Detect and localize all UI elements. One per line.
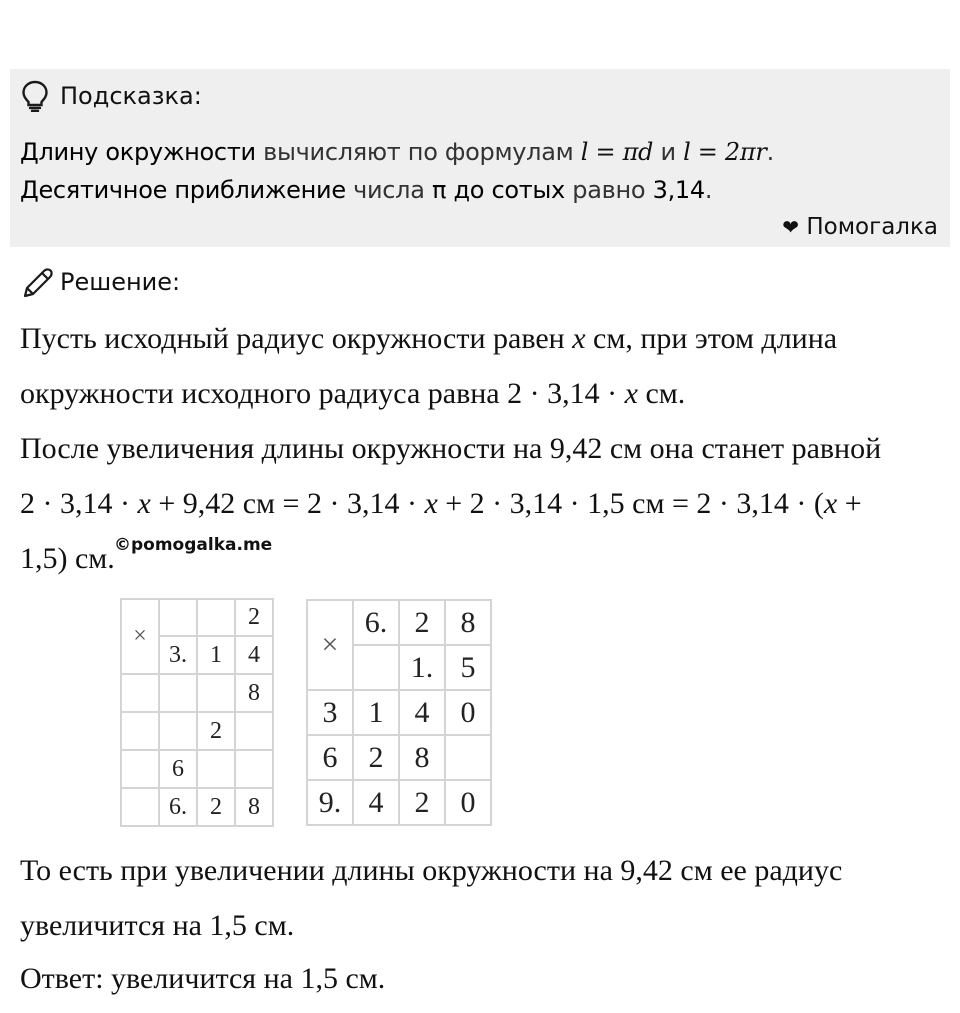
calc-cell: 5 [445, 645, 491, 690]
calc-cell [235, 712, 273, 750]
calc-cell: 4 [399, 690, 445, 735]
solution-line-7: увеличится на 1,5 см. [20, 909, 295, 942]
hint-text: и [653, 138, 684, 166]
calc-cell: 8 [399, 735, 445, 780]
solution-line-6: То есть при увеличении длины окружности на 9,42 см ее радиус [20, 854, 843, 887]
calc-cell: 2 [197, 788, 235, 826]
calc-cell [159, 674, 197, 712]
multiplication-table-1 [120, 598, 274, 827]
multiplication-table-2 [306, 599, 492, 826]
hint-term-approximation: Десятичное приближение [20, 176, 346, 204]
brand-label[interactable] [782, 214, 938, 240]
calc-cell [121, 750, 159, 788]
answer-line: Ответ: увеличится на 1,5 см. [20, 962, 386, 995]
calc-cell: 8 [235, 788, 273, 826]
calc-cell: 2 [399, 780, 445, 825]
calc-cell: 6 [307, 735, 353, 780]
times-sign: × [307, 600, 353, 690]
hint-pi-value: 3,14 [652, 176, 705, 204]
calc-cell [121, 712, 159, 750]
calc-cell [235, 750, 273, 788]
solution-title: Решение: [60, 268, 181, 296]
calc-cell: 6. [353, 600, 399, 645]
calc-cell: 1. [399, 645, 445, 690]
calc-cell [121, 674, 159, 712]
calc-cell [197, 750, 235, 788]
lightbulb-icon [20, 80, 50, 112]
calc-cell: 1 [197, 636, 235, 674]
hint-term-circumference: Длину окружности [20, 138, 256, 166]
hint-header [20, 80, 202, 112]
hint-text: равно [564, 176, 653, 204]
hint-term-pi: π до сотых [431, 176, 565, 204]
calc-cell [121, 788, 159, 826]
pencil-icon [20, 265, 56, 299]
calc-cell [159, 599, 197, 636]
calc-cell: 2 [353, 735, 399, 780]
calc-cell: 3 [307, 690, 353, 735]
calc-cell: 0 [445, 690, 491, 735]
solution-line-2: окружности исходного радиуса равна 2 · 3,14 · x см. [20, 377, 686, 410]
solution-line-3: После увеличения длины окружности на 9,42 см она станет равной [20, 432, 882, 465]
watermark: ©pomogalka.me [114, 535, 273, 555]
solution-line-1: Пусть исходный радиус окружности равен x см, при этом длина [20, 322, 838, 355]
hint-text: . [766, 138, 774, 166]
calc-cell: 6. [159, 788, 197, 826]
calc-cell: 8 [445, 600, 491, 645]
solution-line-5: 1,5) см. [20, 542, 115, 575]
times-sign: × [121, 599, 159, 674]
calc-cell: 4 [235, 636, 273, 674]
calc-cell: 4 [353, 780, 399, 825]
formula-diameter: l = πd [580, 138, 654, 166]
brand-name: Помогалка [806, 214, 938, 240]
calc-cell [197, 599, 235, 636]
hint-text: числа [345, 176, 432, 204]
calc-cell [353, 645, 399, 690]
calc-cell: 9. [307, 780, 353, 825]
hint-title: Подсказка: [60, 82, 202, 110]
hint-text: вычисляют по формулам [255, 138, 581, 166]
calc-cell: 8 [235, 674, 273, 712]
calc-cell: 0 [445, 780, 491, 825]
formula-radius: l = 2πr [683, 138, 767, 166]
calc-cell [197, 674, 235, 712]
calc-cell: 3. [159, 636, 197, 674]
calc-cell: 2 [399, 600, 445, 645]
hint-text: . [704, 176, 713, 204]
solution-header [20, 265, 180, 299]
calc-cell: 2 [197, 712, 235, 750]
calc-cell [445, 735, 491, 780]
hint-line-formula [20, 138, 774, 166]
hint-line-pi [20, 176, 712, 204]
heart-icon: ❤ [782, 215, 800, 239]
calc-cell: 1 [353, 690, 399, 735]
calc-cell: 6 [159, 750, 197, 788]
calc-cell [159, 712, 197, 750]
calc-cell: 2 [235, 599, 273, 636]
solution-line-4: 2 · 3,14 · x + 9,42 см = 2 · 3,14 · x + 2 · 3,14 · 1,5 см = 2 · 3,14 · (x + [20, 487, 862, 520]
